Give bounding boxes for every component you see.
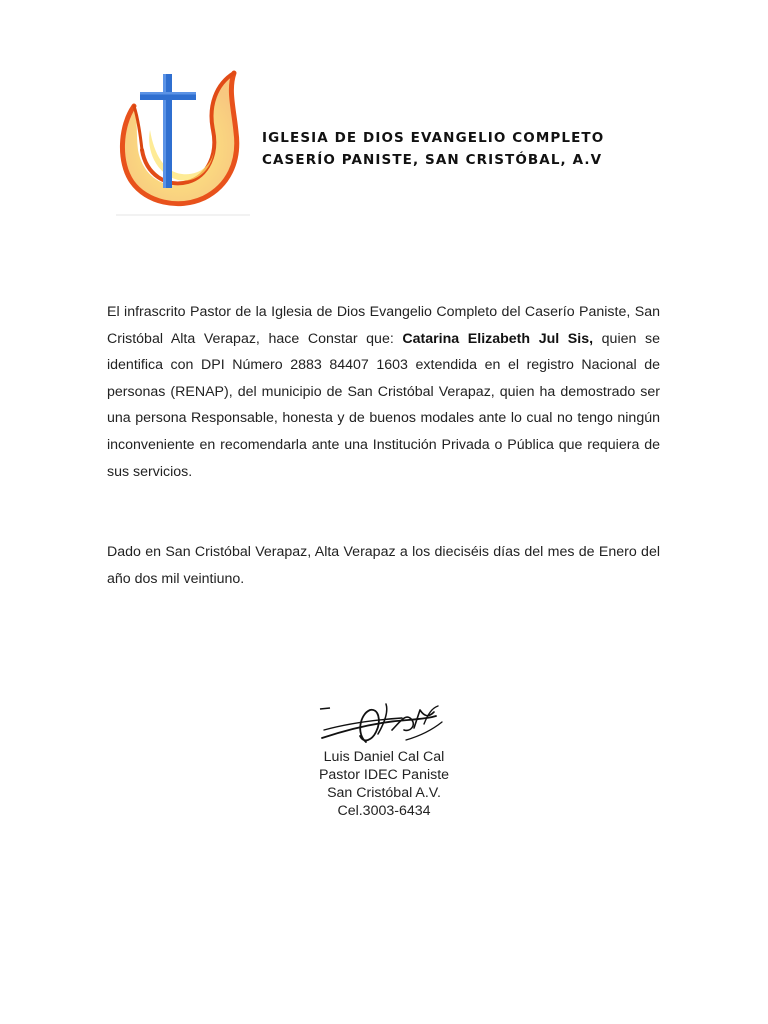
certification-paragraph [107,299,660,485]
signature-block [284,700,484,820]
paragraph-text-end: quien se identifica con DPI Número 2883 84407 1603 extendida en el registro Nacional de personas (RENAP), del municipio de San Cristóbal Verapaz, quien ha demostrado ser una persona Responsable, honesta y de buenos modales ante lo cual no tengo ningún inconveniente en recomendarla ante una Institución Privada o Pública que requiera de sus servicios. [107,330,660,480]
certified-person-name: Catarina Elizabeth Jul Sis, [402,330,594,347]
signatory-place: San Cristóbal A.V. [327,785,441,801]
signatory-title: Pastor IDEC Paniste [318,767,450,783]
handwritten-signature [316,700,446,748]
church-location: CASERÍO PANISTE, SAN CRISTÓBAL, A.V [262,152,603,168]
cross-flame-logo-icon [116,70,250,216]
church-header [262,127,682,171]
signatory-phone: Cel.3003-6434 [337,803,431,819]
signatory-details [284,748,484,820]
church-name: IGLESIA DE DIOS EVANGELIO COMPLETO [262,130,605,146]
paragraph-text-start: El infrascrito Pastor de la Iglesia de Dios Evangelio Completo del Caserío Paniste, San Cristóbal Alta Verapaz, hace Constar que: [107,304,660,347]
date-paragraph: Dado en San Cristóbal Verapaz, Alta Verapaz a los dieciséis días del mes de Enero del año dos mil veintiuno. [107,544,660,587]
signatory-name: Luis Daniel Cal Cal [323,749,445,765]
